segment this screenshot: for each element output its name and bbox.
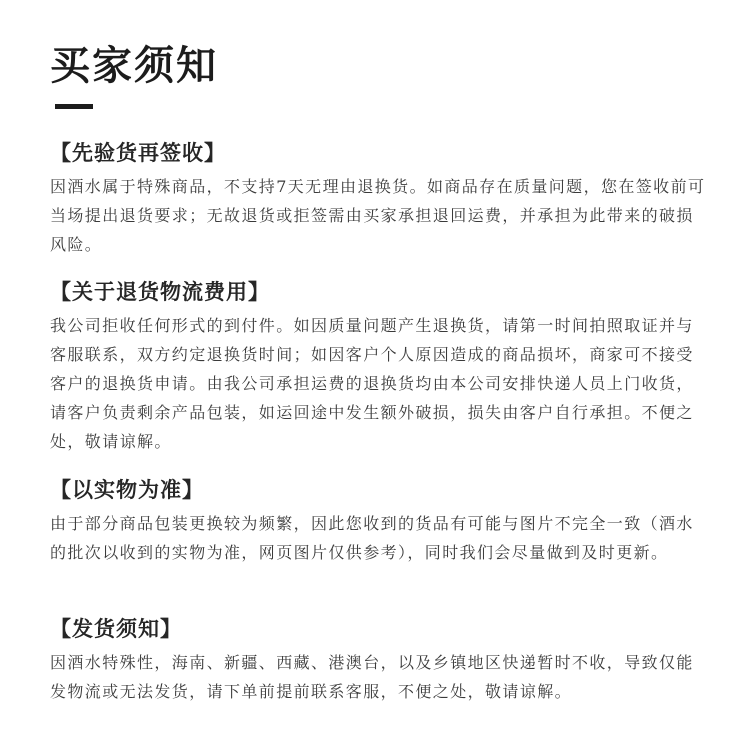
section-heading: 【先验货再签收】 bbox=[50, 141, 226, 165]
section-body: 因酒水属于特殊商品，不支持7天无理由退换货。如商品存在质量问题，您在签收前可当场提出退货要求；无故退货或拒签需由买家承担退回运费，并承担为此带来的破损风险。 bbox=[50, 177, 706, 254]
section-heading: 【以实物为准】 bbox=[50, 478, 204, 502]
section-body: 我公司拒收任何形式的到付件。如因质量问题产生退换货，请第一时间拍照取证并与客服联系，双方约定退换货时间；如因客户个人原因造成的商品损坏，商家可不接受客户的退换货申请。由我公司承担运费的退换货均由本公司安排快递人员上门收货，请客户负责剩余产品包装，如运回途中发生额外破损，损失由客户自行承担。不便之处，敬请谅解。 bbox=[50, 316, 694, 451]
title-underline bbox=[55, 104, 93, 109]
section-body: 因酒水特殊性，海南、新疆、西藏、港澳台，以及乡镇地区快递暂时不收，导致仅能发物流或无法发货，请下单前提前联系客服，不便之处，敬请谅解。 bbox=[50, 653, 694, 701]
section-body: 由于部分商品包装更换较为频繁，因此您收到的货品有可能与图片不完全一致（酒水的批次以收到的实物为准，网页图片仅供参考），同时我们会尽量做到及时更新。 bbox=[50, 514, 694, 562]
section-actual-product-prevails bbox=[50, 475, 710, 567]
section-return-shipping-fees bbox=[50, 277, 710, 456]
section-shipping-notice bbox=[50, 614, 710, 706]
page-title: 买家须知 bbox=[50, 43, 218, 89]
section-heading: 【发货须知】 bbox=[50, 617, 182, 641]
section-inspect-before-signing bbox=[50, 138, 710, 259]
section-heading: 【关于退货物流费用】 bbox=[50, 280, 270, 304]
